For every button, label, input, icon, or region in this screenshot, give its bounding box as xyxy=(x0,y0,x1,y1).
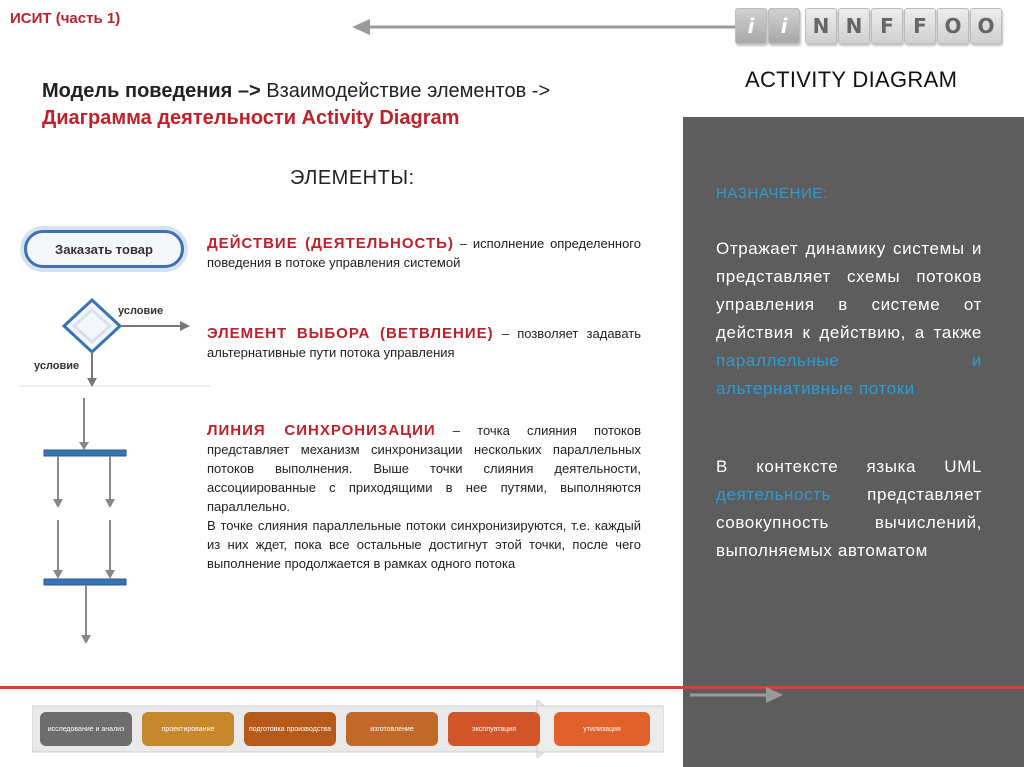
course-title: ИСИТ (часть 1) xyxy=(10,10,121,27)
footer-divider xyxy=(0,686,1024,689)
logo-letter: O xyxy=(970,8,1002,44)
sync-description xyxy=(207,421,641,573)
purpose-highlight: параллельные и альтернативные потоки xyxy=(716,351,982,398)
phase-research: исследование и анализ xyxy=(40,712,132,746)
logo-letter: O xyxy=(937,8,969,44)
sync-term: ЛИНИЯ СИНХРОНИЗАЦИИ xyxy=(207,422,436,439)
logo xyxy=(735,4,1020,46)
decision-label-left: условие xyxy=(34,360,80,372)
title-accent-part: Диаграмма деятельности Activity Diagram xyxy=(42,107,460,129)
join-bar-icon xyxy=(36,520,136,650)
purpose-paragraph xyxy=(716,235,982,403)
phase-preparation: подготовка производства xyxy=(244,712,336,746)
arrow-right-icon xyxy=(690,684,785,706)
decision-label-right: условие xyxy=(118,305,164,317)
logo-letter: F xyxy=(904,8,936,44)
phase-disposal: утилизация xyxy=(554,712,650,746)
logo-letter: i xyxy=(735,8,767,44)
panel-title: ACTIVITY DIAGRAM xyxy=(745,67,958,92)
decision-description xyxy=(207,324,641,362)
purpose-panel xyxy=(683,117,1024,767)
uml-context-start: В контексте языка UML xyxy=(716,457,982,476)
action-text: – исполнение определенного поведения в потоке управления системой xyxy=(207,236,641,270)
phase-operation: эксплуатация xyxy=(448,712,540,746)
logo-letter: N xyxy=(805,8,837,44)
decision-text: – позволяет задавать альтернативные пути потока управления xyxy=(207,326,641,360)
action-node-icon xyxy=(24,230,184,268)
purpose-text: Отражает динамику системы и представляет схемы потоков управления в системе от действия к действию, а также xyxy=(716,239,982,342)
slide-title xyxy=(42,78,672,132)
lifecycle-pipeline xyxy=(32,700,664,758)
decision-node-icon xyxy=(20,292,210,388)
uml-context-highlight: деятельность xyxy=(716,485,832,504)
action-term: ДЕЙСТВИЕ (ДЕЯТЕЛЬНОСТЬ) xyxy=(207,235,454,252)
title-normal-part: Взаимодействие элементов -> xyxy=(260,80,551,102)
sync-text: – точка слияния потоков представляет механизм синхронизации нескольких параллельных потоков выполнения. Выше точки слияния деятельности, ассоциированные с приходящими в нее путями, выполняются параллельно. xyxy=(207,423,641,514)
title-bold-part: Модель поведения –> xyxy=(42,80,261,102)
phase-design: проектирование xyxy=(142,712,234,746)
decision-term: ЭЛЕМЕНТ ВЫБОРА (ВЕТВЛЕНИЕ) xyxy=(207,325,494,342)
action-node-label: Заказать товар xyxy=(55,241,153,257)
fork-bar-icon xyxy=(36,398,136,513)
uml-context-end: представляет совокупность вычислений, выполняемых автоматом xyxy=(716,485,982,560)
phase-manufacturing: изготовление xyxy=(346,712,438,746)
elements-heading: ЭЛЕМЕНТЫ: xyxy=(290,167,415,189)
logo-letter: i xyxy=(768,8,800,44)
logo-letter: N xyxy=(838,8,870,44)
arrow-left-icon xyxy=(350,17,760,37)
logo-letter: F xyxy=(871,8,903,44)
purpose-heading: НАЗНАЧЕНИЕ: xyxy=(716,185,828,202)
uml-context-paragraph xyxy=(716,453,982,565)
action-description xyxy=(207,234,641,272)
sync-text-2: В точке слияния параллельные потоки синхронизируются, т.е. каждый из них ждет, пока все остальные достигнут этой точки, после чего выполнение продолжается в рамках одного потока xyxy=(207,518,641,571)
